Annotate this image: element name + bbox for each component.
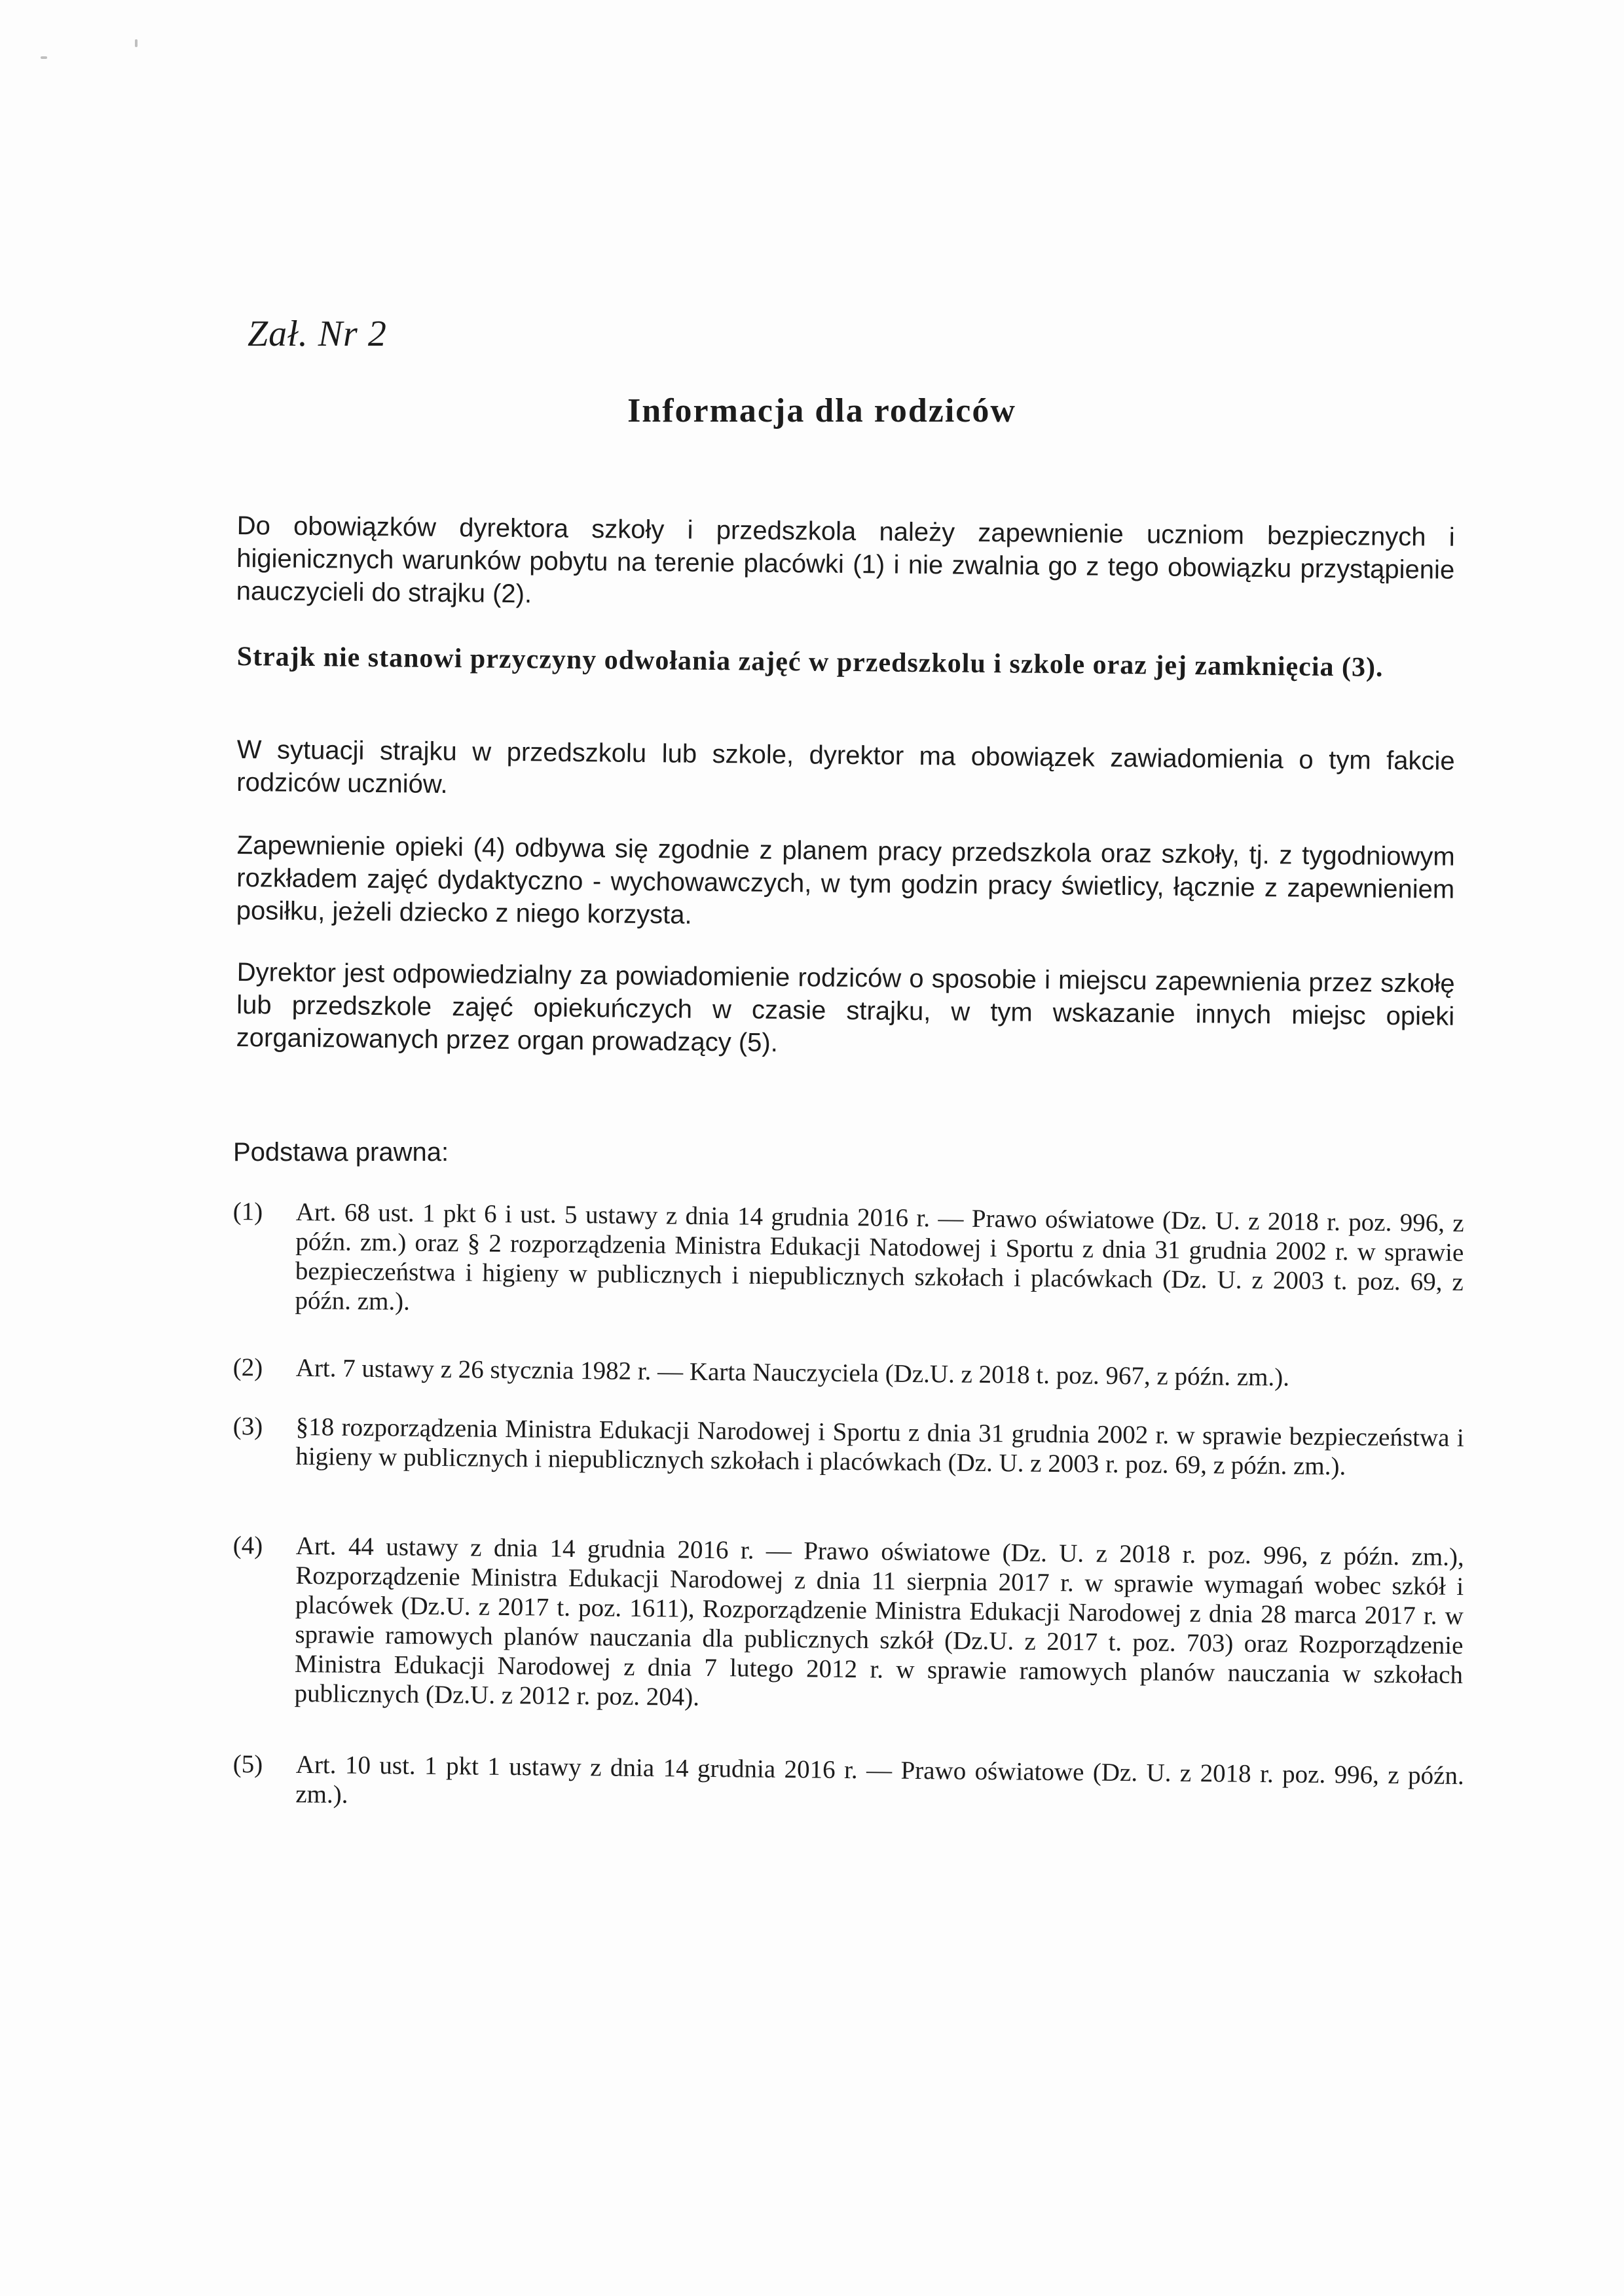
legal-reference <box>233 1353 1464 1394</box>
scan-speck <box>135 39 138 47</box>
reference-number: (1) <box>232 1197 263 1226</box>
paragraph-care-provision: Zapewnienie opieki (4) odbywa się zgodnie z planem pracy przedszkola oraz szkoły, tj. z tygodniowym rozkładem zajęć dydaktyczno - wychowawczych, w tym godzin pracy świetlicy, łącznie z zapewnieniem posiłku, jeżeli dziecko z niego korzysta. <box>236 830 1455 930</box>
scan-speck <box>41 56 47 59</box>
reference-text: Art. 10 ust. 1 pkt 1 ustawy z dnia 14 grudnia 2016 r. — Prawo oświatowe (Dz. U. z 2018 r. poz. 996, z późn. zm.). <box>295 1750 1464 1809</box>
attachment-label: Zał. Nr 2 <box>248 314 387 354</box>
reference-text: Art. 7 ustawy z 26 stycznia 1982 r. — Karta Nauczyciela (Dz.U. z 2018 t. poz. 967, z późn. zm.). <box>295 1353 1290 1392</box>
reference-number: (3) <box>232 1412 263 1441</box>
paragraph-director-duties: Do obowiązków dyrektora szkoły i przedszkola należy zapewnienie uczniom bezpiecznych i higienicznych warunków pobytu na terenie placówki (1) i nie zwalnia go z tego obowiązku przystąpienie nauczycieli do strajku (2). <box>236 511 1455 609</box>
legal-basis-heading: Podstawa prawna: <box>233 1138 449 1167</box>
document-title: Informacja dla rodziców <box>627 392 1016 429</box>
legal-reference <box>231 1531 1464 1719</box>
paragraph-director-responsibility: Dyrektor jest odpowiedzialny za powiadomienie rodziców o sposobie i miejscu zapewnienia przez szkołę lub przedszkole zajęć opiekuńczych w czasie strajku, w tym wskazanie innych miejsc opieki zorganizowanych przez organ prowadzący (5). <box>236 957 1455 1057</box>
legal-reference <box>232 1412 1464 1482</box>
legal-reference <box>232 1197 1464 1326</box>
paragraph-notify-parents: W sytuacji strajku w przedszkolu lub szkole, dyrektor ma obowiązek zawiadomienia o tym fakcie rodziców uczniów. <box>236 735 1455 799</box>
reference-number: (4) <box>232 1531 263 1560</box>
reference-text: Art. 68 ust. 1 pkt 6 i ust. 5 ustawy z dnia 14 grudnia 2016 r. — Prawo oświatowe (Dz. U. z 2018 r. poz. 996, z późn. zm.) oraz § 2 rozporządzenia Ministra Edukacji Natodowej i Sportu z dnia 31 grudnia 2002 r. w sprawie bezpieczeństwa i higieny w publicznych i niepublicznych szkołach i placówkach (Dz. U. z 2003 t. poz. 69, z późn. zm.). <box>295 1197 1464 1316</box>
reference-number: (2) <box>232 1353 263 1382</box>
legal-reference <box>232 1749 1464 1820</box>
reference-text: Art. 44 ustawy z dnia 14 grudnia 2016 r. — Prawo oświatowe (Dz. U. z 2018 r. poz. 996, z późn. zm.), Rozporządzenie Ministra Edukacji Narodowej z dnia 11 sierpnia 2017 r. w sprawie wymagań wobec szkół i placówek (Dz.U. z 2017 t. poz. 1611), Rozporządzenie Ministra Edukacji Narodowej z dnia 28 marca 2017 r. w sprawie ramowych planów nauczania dla publicznych szkół (Dz.U. z 2017 t. poz. 703) oraz Rozporządzenie Ministra Edukacji Narodowej z dnia 7 lutego 2012 r. w sprawie ramowych planów nauczania w szkołach publicznych (Dz.U. z 2012 r. poz. 204). <box>294 1531 1464 1711</box>
reference-number: (5) <box>232 1750 263 1779</box>
reference-text: §18 rozporządzenia Ministra Edukacji Narodowej i Sportu z dnia 31 grudnia 2002 r. w sprawie bezpieczeństwa i higieny w publicznych i niepublicznych szkołach i placówkach (Dz. U. z 2003 r. poz. 69, z późn. zm.). <box>295 1412 1464 1481</box>
paragraph-strike-not-reason: Strajk nie stanowi przyczyny odwołania zajęć w przedszkolu i szkole oraz jej zamknięcia (3). <box>236 641 1384 683</box>
